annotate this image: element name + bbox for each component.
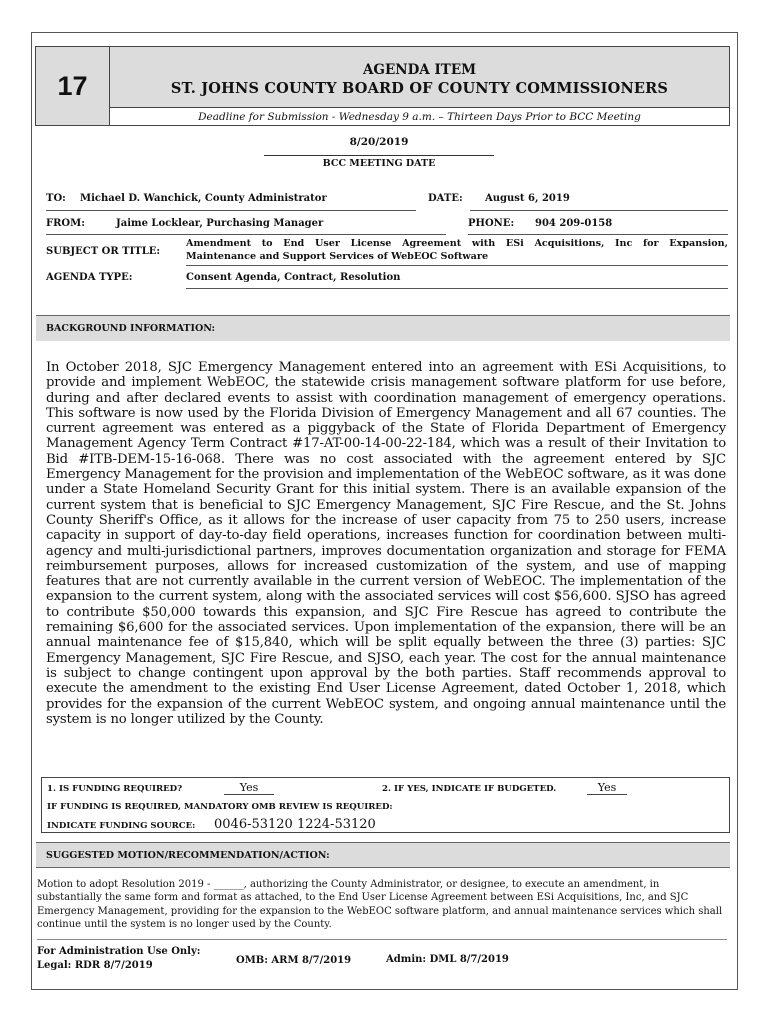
meeting-date-underline (264, 155, 494, 156)
phone-label: PHONE: (468, 218, 515, 229)
motion-heading: SUGGESTED MOTION/RECOMMENDATION/ACTION: (36, 842, 730, 868)
from-label: FROM: (46, 218, 85, 229)
subject-underline (186, 265, 728, 266)
funding-source-label: INDICATE FUNDING SOURCE: (47, 821, 196, 831)
header-title-box (110, 46, 730, 108)
background-heading: BACKGROUND INFORMATION: (36, 315, 730, 341)
date-underline (470, 210, 728, 211)
funding-source-value: 0046-53120 1224-53120 (214, 817, 376, 832)
subject-label: SUBJECT OR TITLE: (46, 246, 161, 257)
to-label: TO: (46, 193, 66, 204)
header-title-line2: ST. JOHNS COUNTY BOARD OF COUNTY COMMISSIONERS (170, 80, 669, 97)
funding-required-label: 1. IS FUNDING REQUIRED? (47, 784, 183, 794)
subject-value-line1: Amendment to End User License Agreement with ESi Acquisitions, Inc for Expansion, (186, 238, 728, 249)
legal-approval: Legal: RDR 8/7/2019 (37, 960, 153, 971)
omb-review-label: IF FUNDING IS REQUIRED, MANDATORY OMB REVIEW IS REQUIRED: (47, 802, 393, 812)
agenda-type-underline (186, 288, 728, 289)
date-label: DATE: (428, 193, 463, 204)
admin-use-label: For Administration Use Only: (37, 946, 201, 957)
omb-approval: OMB: ARM 8/7/2019 (236, 955, 352, 966)
phone-value: 904 209-0158 (535, 218, 613, 229)
background-text: In October 2018, SJC Emergency Management entered into an agreement with ESi Acquisitions, to provide and implement WebEOC, the statewide crisis management software platform for use before, during and after declared events to assist with coordination management of emergency operations. This software is now used by the Florida Division of Emergency Management and all 67 counties. The current agreement was entered as a piggyback of the State of Florida Department of Emergency Management Agency Term Contract #17-AT-00-14-00-22-184, which was a result of their Invitation to Bid #ITB-DEM-15-16-068. There was no cost associated with the agreement entered by SJC Emergency Management for the provision and implementation of the WebEOC software, as it was done under a State Homeland Security Grant for this initial system. There is an available expansion of the current system that is beneficial to SJC Emergency Management, SJC Fire Rescue, and the St. Johns County Sheriff's Office, as it allows for the increase of user capacity from 75 to 250 users, increase capacity in support of day-to-day field operations, increases function for coordination between multi-agency and multi-jurisdictional partners, improves documentation organization and storage for FEMA reimbursement purposes, allows for increased customization of the system, and use of mapping features that are not currently available in the current version of WebEOC. The implementation of the expansion to the current system, along with the associated services will cost $56,600. SJSO has agreed to contribute $50,000 towards this expansion, and SJC Fire Rescue has agreed to contribute the remaining $6,600 for the associated services. Upon implementation of the expansion, there will be an annual maintenance fee of $15,840, which will be split equally between the three (3) parties: SJC Emergency Management, SJC Fire Rescue, and SJSO, each year. The cost for the annual maintenance is subject to change contingent upon approval by the both parties. Staff recommends approval to execute the amendment to the existing End User License Agreement, dated October 1, 2018, which provides for the expansion of the current WebEOC system, and ongoing annual maintenance until the system is no longer utilized by the County. (46, 360, 726, 727)
meeting-date-label: BCC MEETING DATE (322, 158, 436, 169)
motion-text: Motion to adopt Resolution 2019 - ______, authorizing the County Administrator, or designee, to execute an amendment, in substantially the same form and format as attached, to the End User License Agreement between ESi Acquisitions, Inc, and SJC Emergency Management, providing for the expansion to the WebEOC software platform, and annual maintenance services which shall continue until the system is no longer used by the County. (37, 879, 723, 931)
budgeted-label: 2. IF YES, INDICATE IF BUDGETED. (382, 784, 557, 794)
to-value: Michael D. Wanchick, County Administrator (80, 193, 327, 204)
from-underline (46, 234, 446, 235)
funding-box (41, 777, 730, 833)
from-value: Jaime Locklear, Purchasing Manager (116, 218, 324, 229)
phone-underline (468, 234, 728, 235)
budgeted-value: Yes (587, 781, 627, 795)
meeting-date: 8/20/2019 (349, 136, 409, 148)
subject-value-line2: Maintenance and Support Services of WebEOC Software (186, 251, 489, 262)
agenda-type-value: Consent Agenda, Contract, Resolution (186, 272, 401, 283)
date-value: August 6, 2019 (485, 193, 570, 204)
to-underline (46, 210, 416, 211)
agenda-type-label: AGENDA TYPE: (46, 272, 133, 283)
agenda-item-number: 17 (35, 46, 110, 126)
funding-required-value: Yes (224, 781, 274, 795)
header-title-line1: AGENDA ITEM (362, 62, 477, 78)
footer-divider (37, 939, 727, 940)
submission-deadline: Deadline for Submission - Wednesday 9 a.m. – Thirteen Days Prior to BCC Meeting (110, 108, 730, 126)
admin-approval: Admin: DML 8/7/2019 (386, 954, 509, 965)
